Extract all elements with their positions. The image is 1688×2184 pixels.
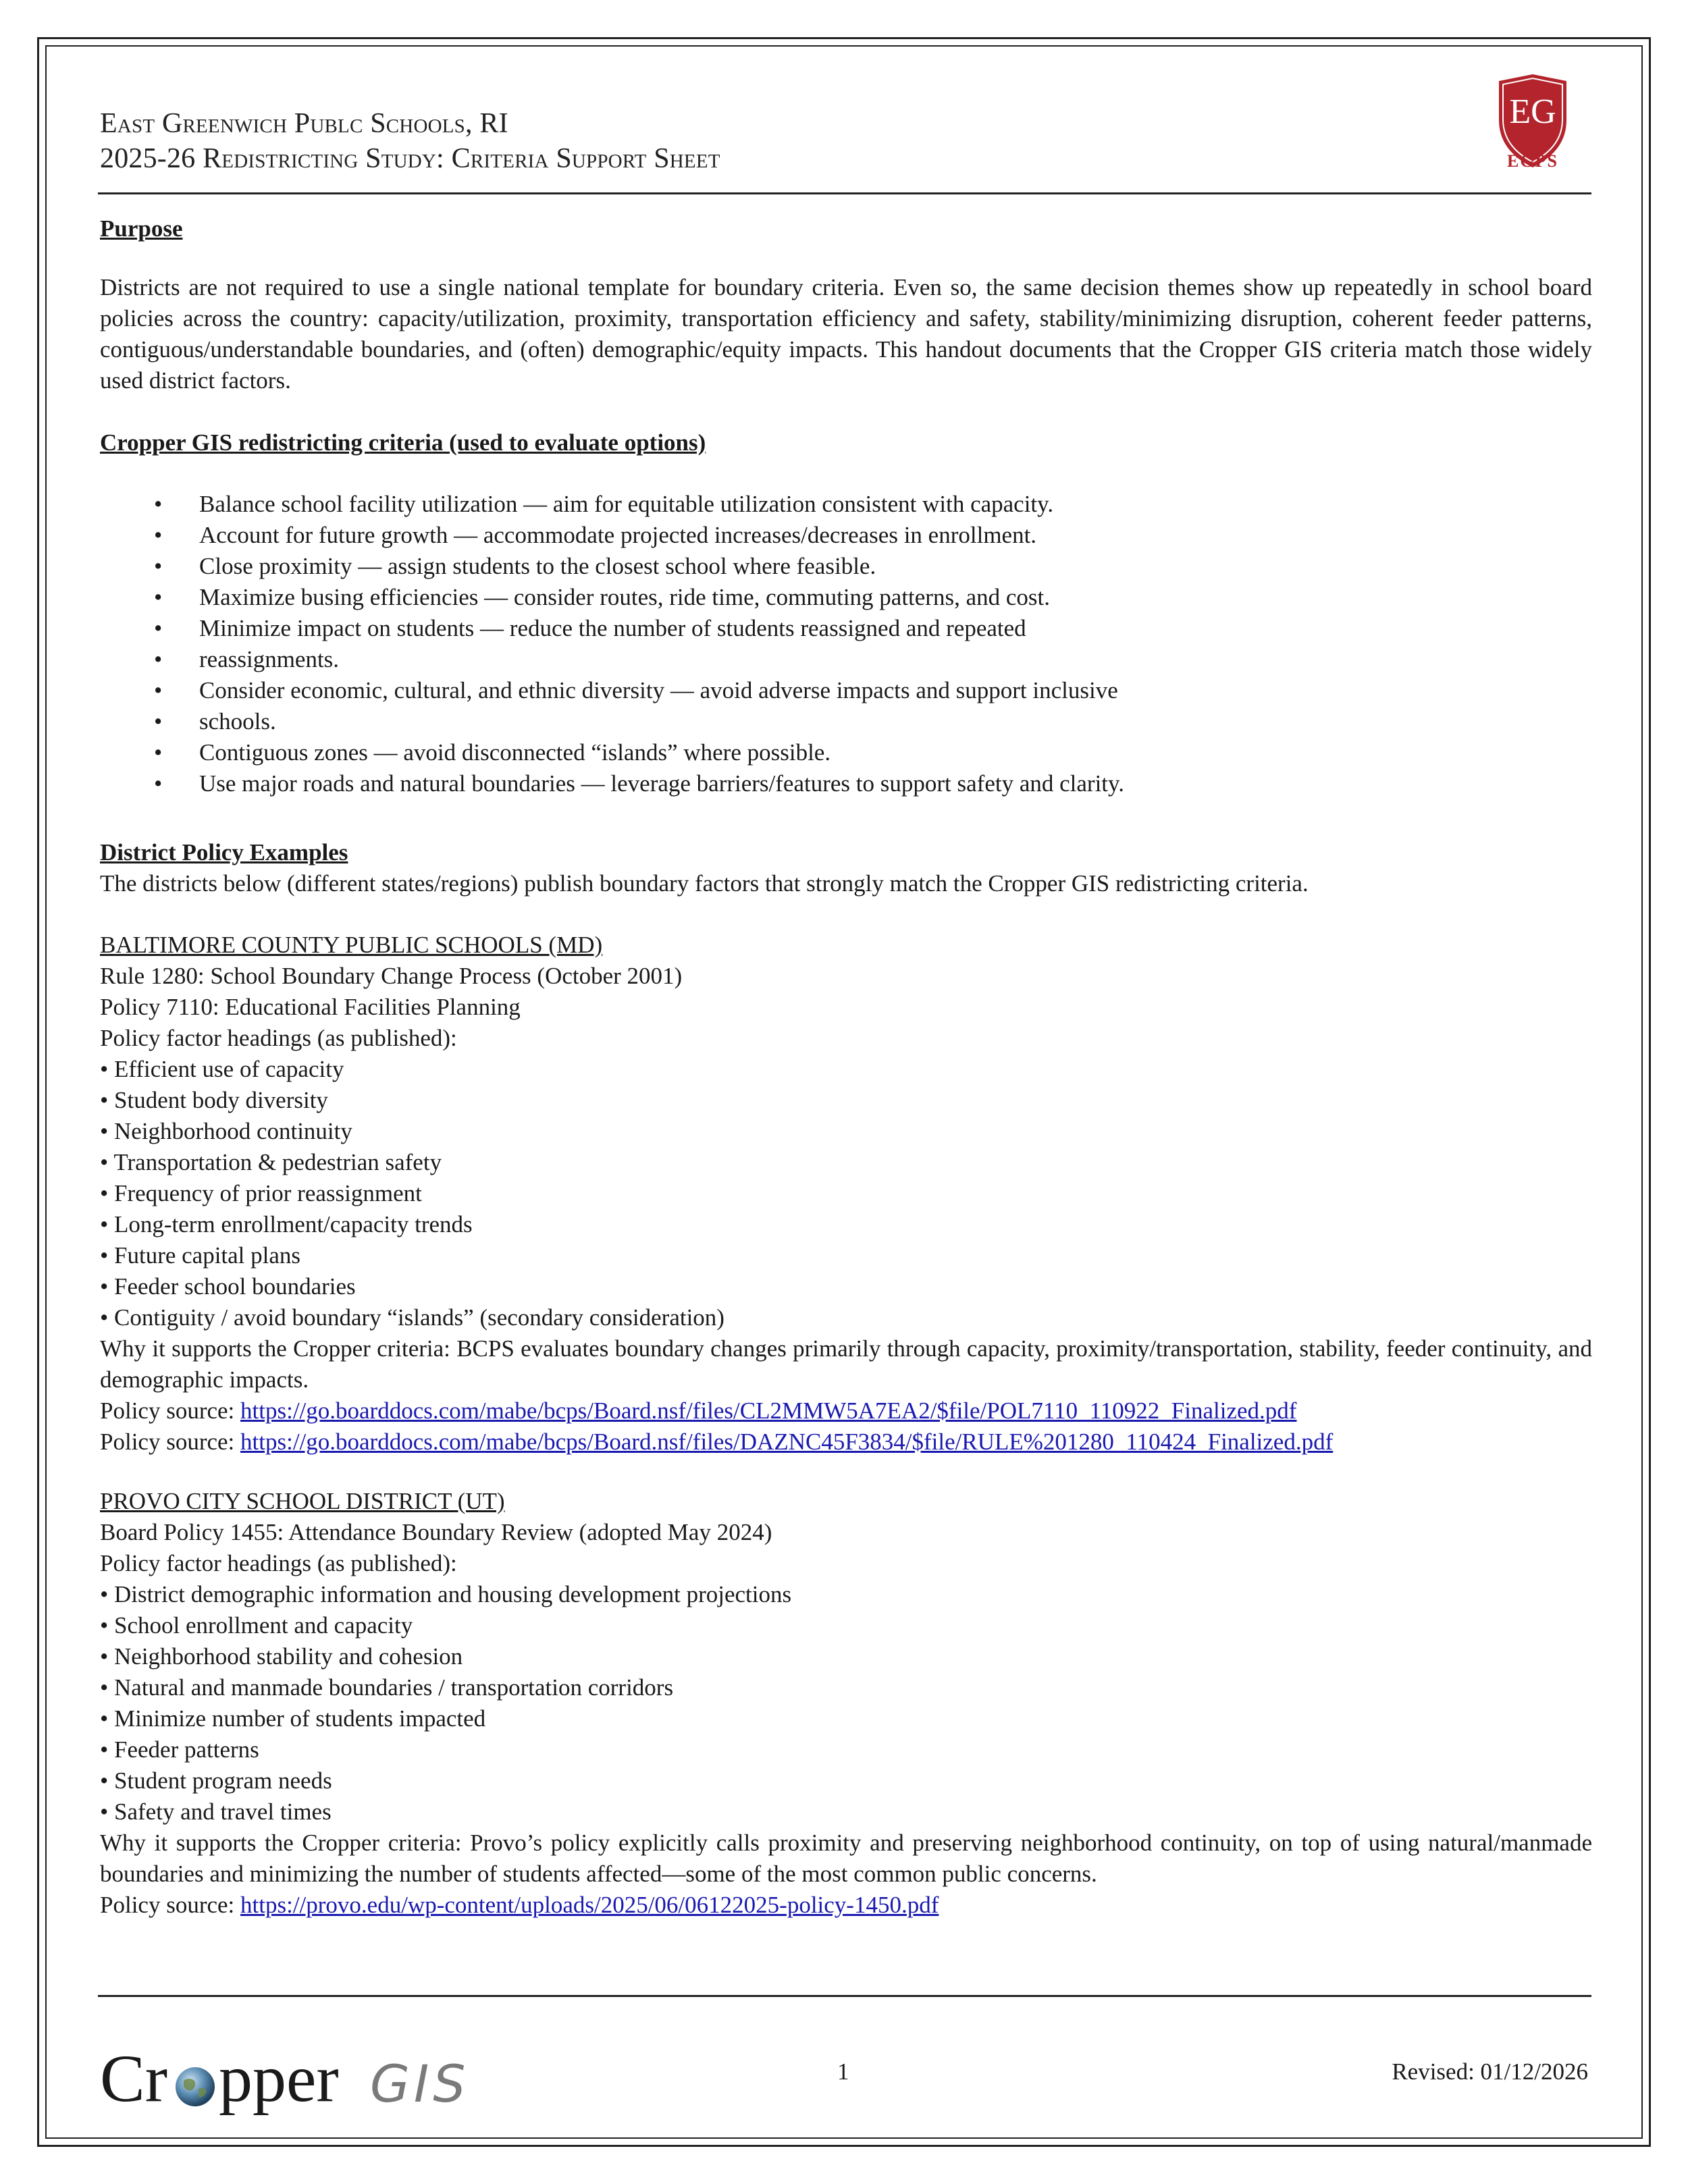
list-item: • Student program needs — [100, 1767, 332, 1794]
baltimore-rule: Rule 1280: School Boundary Change Process (October 2001) — [100, 963, 683, 989]
purpose-body: Districts are not required to use a single national template for boundary criteria. Even so, the same decision themes show up repeatedly in school board policies across the country: capacity/utilization, proximity, transportation efficiency and safety, stability/minimizing disruption, coherent feeder patterns, contiguous/understandable boundaries, and (often) demographic/equity impacts. This handout documents that the Cropper GIS criteria match those widely used district factors. — [100, 274, 1592, 394]
globe-icon — [174, 2066, 216, 2108]
baltimore-source-link-2[interactable]: https://go.boarddocs.com/mabe/bcps/Board.nsf/files/DAZNC45F3834/$file/RULE%201280_110424_Finalized.pdf — [240, 1429, 1334, 1455]
list-item: • Student body diversity — [100, 1087, 328, 1113]
header-title-line2: 2025-26 Redistricting Study: Criteria Support Sheet — [100, 143, 720, 174]
baltimore-policy: Policy 7110: Educational Facilities Planning — [100, 994, 521, 1020]
cropper-gis-logo — [95, 2039, 473, 2120]
baltimore-source-link-1[interactable]: https://go.boarddocs.com/mabe/bcps/Board.nsf/files/CL2MMW5A7EA2/$file/POL7110_110922_Finalized.pdf — [240, 1397, 1297, 1424]
list-item: • Neighborhood continuity — [100, 1118, 352, 1144]
list-item: • Long-term enrollment/capacity trends — [100, 1211, 473, 1237]
list-item: • Neighborhood stability and cohesion — [100, 1643, 463, 1670]
list-item: • Natural and manmade boundaries / transportation corridors — [100, 1674, 674, 1701]
footer-divider — [98, 1995, 1591, 1997]
list-item: • Contiguous zones — avoid disconnected “islands” where possible. — [154, 739, 831, 766]
document-header — [100, 92, 1592, 194]
examples-heading: District Policy Examples — [100, 839, 348, 865]
list-item: • Consider economic, cultural, and ethnic diversity — avoid adverse impacts and support inclusive — [154, 677, 1118, 703]
criteria-list — [100, 489, 1592, 799]
baltimore-why: Why it supports the Cropper criteria: BCPS evaluates boundary changes primarily through capacity, proximity/transportation, stability, feeder continuity, and demographic impacts. — [100, 1335, 1592, 1393]
list-item: • Minimize impact on students — reduce the number of students reassigned and repeated — [154, 615, 1026, 641]
baltimore-name: BALTIMORE COUNTY PUBLIC SCHOOLS (MD) — [100, 932, 603, 958]
baltimore-section — [100, 930, 1592, 1458]
list-item: • reassignments. — [154, 646, 340, 672]
list-item: • Feeder school boundaries — [100, 1273, 356, 1300]
criteria-heading: Cropper GIS redistricting criteria (used to evaluate options) — [100, 429, 706, 456]
list-item: • Feeder patterns — [100, 1736, 259, 1763]
list-item: • Transportation & pedestrian safety — [100, 1149, 442, 1175]
provo-section — [100, 1486, 1592, 1921]
baltimore-source-2: Policy source: https://go.boarddocs.com/mabe/bcps/Board.nsf/files/DAZNC45F3834/$file/RULE%201280_110424_Finalized.pdf — [100, 1429, 1334, 1455]
list-item: • Balance school facility utilization — aim for equitable utilization consistent with capacity. — [154, 491, 1054, 517]
list-item: • Maximize busing efficiencies — consider routes, ride time, commuting patterns, and cost. — [154, 584, 1050, 610]
list-item: • schools. — [154, 708, 276, 735]
provo-factor-list — [100, 1579, 1592, 1828]
logo-word-pper: pper — [219, 2041, 339, 2116]
list-item: • Contiguity / avoid boundary “islands” (secondary consideration) — [100, 1304, 724, 1331]
provo-policy: Board Policy 1455: Attendance Boundary Review (adopted May 2024) — [100, 1519, 772, 1545]
list-item: • Minimize number of students impacted — [100, 1705, 486, 1732]
purpose-heading: Purpose — [100, 215, 183, 242]
provo-factor-heading: Policy factor headings (as published): — [100, 1550, 457, 1576]
list-item: • District demographic information and housing development projections — [100, 1581, 792, 1607]
list-item: • School enrollment and capacity — [100, 1612, 413, 1639]
page-number: 1 — [837, 2058, 849, 2085]
revised-date: Revised: 01/12/2026 — [1392, 2058, 1588, 2085]
header-title-line1: East Greenwich Publc Schools, RI — [100, 108, 508, 139]
baltimore-factor-list — [100, 1054, 1592, 1333]
list-item: • Use major roads and natural boundaries — leverage barriers/features to support safety and clarity. — [154, 770, 1124, 797]
logo-monogram: EG — [1509, 92, 1556, 131]
list-item: • Close proximity — assign students to the closest school where feasible. — [154, 553, 876, 579]
provo-why: Why it supports the Cropper criteria: Provo’s policy explicitly calls proximity and preserving neighborhood continuity, on top of using natural/manmade boundaries and minimizing the number of students affected—some of the most common public concerns. — [100, 1830, 1592, 1887]
provo-source-link[interactable]: https://provo.edu/wp-content/uploads/2025/06/06122025-policy-1450.pdf — [240, 1892, 939, 1918]
logo-word-gis: GIS — [370, 2054, 470, 2114]
provo-source: Policy source: https://provo.edu/wp-content/uploads/2025/06/06122025-policy-1450.pdf — [100, 1892, 939, 1918]
logo-caption: EGPS — [1507, 151, 1558, 171]
list-item: • Frequency of prior reassignment — [100, 1180, 422, 1206]
list-item: • Efficient use of capacity — [100, 1056, 344, 1082]
examples-intro: The districts below (different states/regions) publish boundary factors that strongly match the Cropper GIS redistricting criteria. — [100, 870, 1309, 897]
baltimore-source-1: Policy source: https://go.boarddocs.com/mabe/bcps/Board.nsf/files/CL2MMW5A7EA2/$file/POL7110_110922_Finalized.pdf — [100, 1397, 1297, 1424]
header-divider — [98, 192, 1591, 194]
logo-word-cr: Cr — [100, 2041, 167, 2116]
provo-name: PROVO CITY SCHOOL DISTRICT (UT) — [100, 1488, 505, 1514]
list-item: • Safety and travel times — [100, 1799, 332, 1825]
list-item: • Account for future growth — accommodate projected increases/decreases in enrollment. — [154, 522, 1037, 548]
list-item: • Future capital plans — [100, 1242, 301, 1269]
baltimore-factor-heading: Policy factor headings (as published): — [100, 1025, 457, 1051]
